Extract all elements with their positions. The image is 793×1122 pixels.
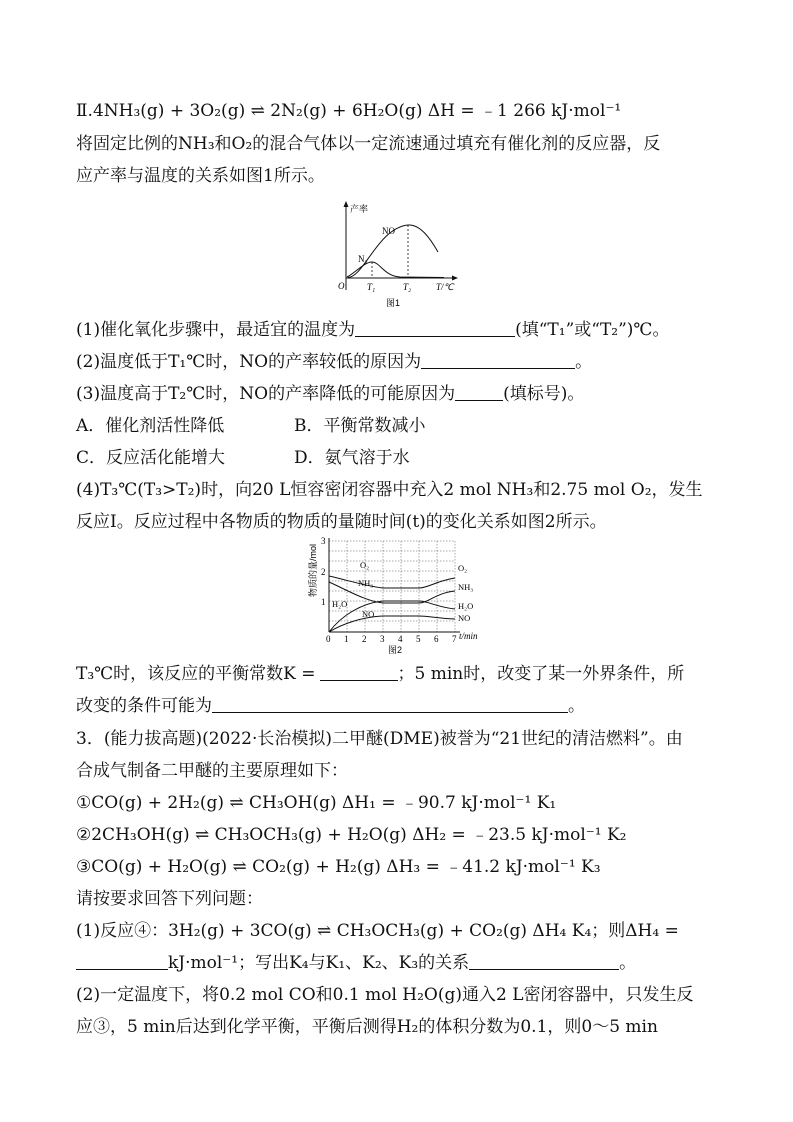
- question-1-hint: (填“T₁”或“T₂”)℃。: [515, 320, 670, 340]
- problem-3-title: 3．(能力拔高题)(2022·长治模拟)二甲醚(DME)被誉为“21世纪的清洁燃料”。由: [76, 729, 683, 749]
- fig1-no-label: NO: [382, 226, 395, 236]
- sub-question-1-end: 。: [619, 953, 637, 973]
- question-4-condition-text: 改变的条件可能为: [76, 696, 212, 716]
- fig2-ylabel: 物质的量/mol: [308, 543, 318, 597]
- fig1-caption: 图1: [386, 298, 401, 308]
- fig2-caption: 图2: [388, 645, 403, 655]
- problem-3-intro: 合成气制备二甲醚的主要原理如下：: [76, 761, 348, 781]
- options-row-2: [76, 447, 410, 469]
- fig1-n2-label: N₂: [358, 254, 368, 264]
- question-4-line1: (4)T₃℃(T₃>T₂)时，向20 L恒容密闭容器中充入2 mol NH₃和2.75 mol O₂，发生: [76, 480, 703, 500]
- fig2-inner-o2: O₂: [360, 560, 370, 570]
- fig2-ytick-1: 1: [321, 597, 326, 607]
- fig2-inner-no: NO: [362, 609, 375, 619]
- answer-blank[interactable]: [469, 953, 619, 970]
- question-2-text: (2)温度低于T₁℃时，NO的产率较低的原因为: [76, 352, 422, 372]
- sub-question-2-line1: (2)一定温度下，将0.2 mol CO和0.1 mol H₂O(g)通入2 L密闭容器中，只发生反: [76, 985, 694, 1005]
- fig2-inner-h2o: H₂O: [332, 599, 348, 609]
- question-4-line2: 反应Ⅰ。反应过程中各物质的物质的量随时间(t)的变化关系如图2所示。: [76, 512, 607, 532]
- sub-question-2-line2: 应③，5 min后达到化学平衡，平衡后测得H₂的体积分数为0.1，则0～5 min: [76, 1017, 658, 1037]
- question-4-k-text: T₃℃时，该反应的平衡常数K =: [76, 664, 316, 684]
- option-c[interactable]: C．反应活化能增大: [76, 448, 226, 468]
- option-d[interactable]: D．氨气溶于水: [294, 448, 410, 468]
- answer-blank[interactable]: [421, 352, 575, 369]
- reaction-3: ③CO(g) + H₂O(g) ⇌ CO₂(g) + H₂(g) ΔH₃ = ﹣41.2 kJ·mol⁻¹ K₃: [76, 857, 601, 877]
- fig2-ytick-3: 3: [321, 536, 326, 546]
- question-3-text: (3)温度高于T₂℃时，NO的产率降低的可能原因为: [76, 384, 456, 404]
- fig2-xtick-7: 7: [452, 634, 457, 644]
- question-4-line4: [76, 695, 585, 717]
- fig2-right-o2: O₂: [458, 563, 468, 573]
- option-a[interactable]: A．催化剂活性降低: [76, 416, 225, 436]
- fig1-xlabel: T/℃: [436, 282, 454, 292]
- sub-question-1-line2: [76, 952, 636, 974]
- reaction-ii-equation: Ⅱ.4NH₃(g) + 3O₂(g) ⇌ 2N₂(g) + 6H₂O(g) ΔH = ﹣1 266 kJ·mol⁻¹: [76, 101, 622, 121]
- fig2-ytick-2: 2: [321, 567, 326, 577]
- fig1-t2-tick: T₂: [403, 282, 412, 292]
- answer-blank[interactable]: [355, 320, 515, 337]
- fig2-xtick-3: 3: [380, 634, 385, 644]
- fig2-xtick-0: 0: [326, 634, 331, 644]
- question-4-line3: [76, 663, 684, 685]
- sub-question-1-text: kJ·mol⁻¹；写出K₄与K₁、K₂、K₃的关系: [168, 953, 470, 973]
- fig2-xtick-5: 5: [416, 634, 421, 644]
- fig2-xlabel: t/min: [459, 631, 478, 641]
- question-3-hint: (填标号)。: [503, 384, 585, 404]
- answer-blank[interactable]: [212, 696, 568, 713]
- answer-blank[interactable]: [455, 384, 503, 401]
- fig2-xtick-1: 1: [344, 634, 349, 644]
- fig2-right-h2o: H₂O: [458, 601, 474, 611]
- reaction-1: ①CO(g) + 2H₂(g) ⇌ CH₃OH(g) ΔH₁ = ﹣90.7 kJ·mol⁻¹ K₁: [76, 793, 557, 813]
- fig2-xtick-2: 2: [362, 634, 367, 644]
- figure-1: [334, 198, 464, 316]
- answer-blank[interactable]: [320, 664, 398, 681]
- fig2-right-nh3: NH₃: [458, 582, 474, 592]
- question-4-change-text: ；5 min时，改变了某一外界条件，所: [397, 664, 685, 684]
- fig2-xtick-6: 6: [434, 634, 439, 644]
- question-2-end: 。: [575, 352, 593, 372]
- fig2-inner-nh3: NH₃: [358, 578, 374, 588]
- reaction-2: ②2CH₃OH(g) ⇌ CH₃OCH₃(g) + H₂O(g) ΔH₂ = ﹣23.5 kJ·mol⁻¹ K₂: [76, 825, 627, 845]
- question-3: [76, 383, 584, 405]
- fig1-origin: O: [338, 281, 345, 291]
- text-line: 应产率与温度的关系如图1所示。: [76, 166, 325, 186]
- question-1: [76, 319, 669, 341]
- question-1-text: (1)催化氧化步骤中，最适宜的温度为: [76, 320, 356, 340]
- sub-question-1-line1: (1)反应④：3H₂(g) + 3CO(g) ⇌ CH₃OCH₃(g) + CO₂(g) ΔH₄ K₄；则ΔH₄ =: [76, 921, 679, 941]
- text-line: 将固定比例的NH₃和O₂的混合气体以一定流速通过填充有催化剂的反应器，反: [76, 134, 661, 154]
- question-2: [76, 351, 592, 373]
- question-4-end: 。: [568, 696, 585, 716]
- figure-2: [302, 535, 492, 657]
- option-b[interactable]: B．平衡常数减小: [294, 416, 426, 436]
- fig2-xtick-4: 4: [398, 634, 403, 644]
- fig2-right-no: NO: [458, 613, 471, 623]
- options-row-1: [76, 415, 426, 437]
- answer-blank[interactable]: [76, 953, 168, 970]
- fig1-t1-tick: T₁: [367, 282, 376, 292]
- fig1-ylabel: 产率: [350, 204, 369, 214]
- instruction: 请按要求回答下列问题：: [76, 889, 263, 909]
